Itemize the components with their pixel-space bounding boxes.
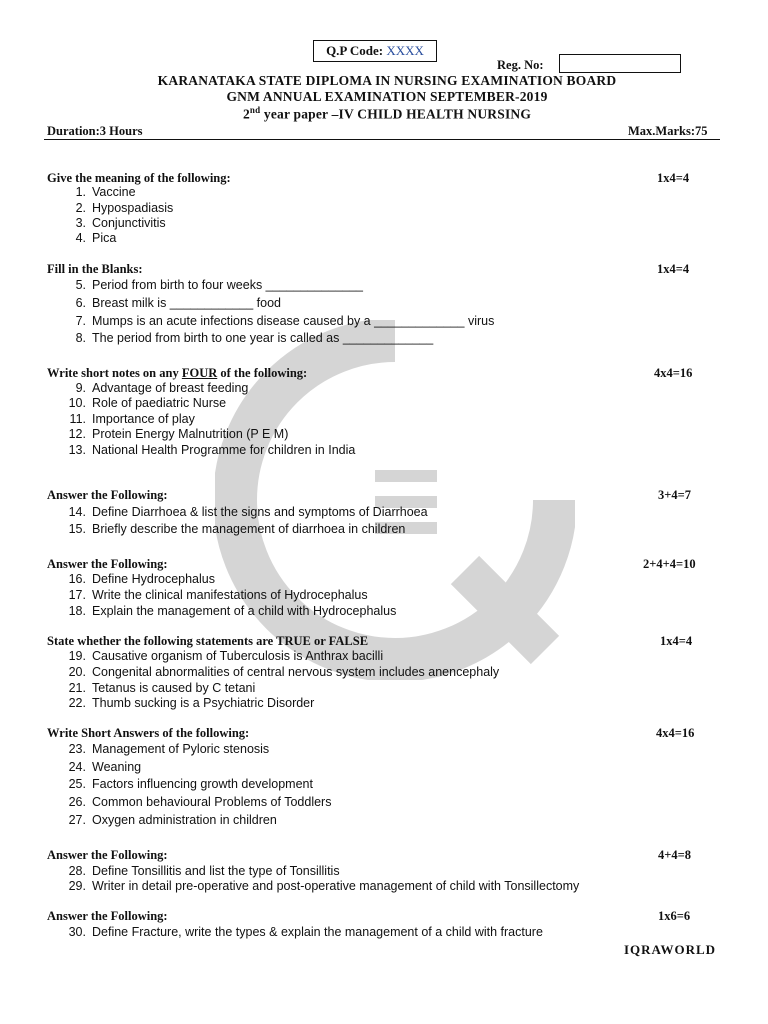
reg-no-field[interactable] (559, 54, 681, 73)
question-item: 25. Factors influencing growth development (68, 777, 313, 791)
question-item: 18. Explain the management of a child with Hydrocephalus (68, 604, 397, 618)
section-marks: 3+4=7 (658, 488, 691, 502)
question-item: 22. Thumb sucking is a Psychiatric Disorder (68, 696, 315, 710)
question-item: 23. Management of Pyloric stenosis (68, 742, 270, 756)
section-title: Fill in the Blanks: (47, 262, 143, 276)
question-item: 17. Write the clinical manifestations of Hydrocephalus (68, 588, 368, 602)
question-item: 9. Advantage of breast feeding (75, 381, 249, 395)
section-title: Write Short Answers of the following: (47, 726, 250, 740)
section-marks: 1x4=4 (657, 171, 690, 185)
question-item: 6. Breast milk is ____________ food (75, 296, 282, 310)
section-title: Answer the Following: (47, 848, 168, 862)
question-item: 3. Conjunctivitis (75, 216, 166, 230)
section-marks: 1x4=4 (657, 262, 690, 276)
qp-code-label: Q.P Code: (326, 43, 384, 58)
question-item: 24. Weaning (68, 760, 142, 774)
question-item: 1. Vaccine (75, 185, 136, 199)
header-divider (44, 139, 720, 140)
section-title: Answer the Following: (47, 909, 168, 923)
question-item: 30. Define Fracture, write the types & explain the management of a child with fracture (68, 925, 543, 939)
max-marks: Max.Marks:75 (628, 124, 708, 138)
question-item: 12. Protein Energy Malnutrition (P E M) (68, 427, 289, 441)
question-item: 28. Define Tonsillitis and list the type of Tonsillitis (68, 864, 340, 878)
question-item: 7. Mumps is an acute infections disease caused by a _____________ virus (75, 314, 495, 328)
section-title: Write short notes on any FOUR of the following: (47, 366, 308, 380)
question-item: 26. Common behavioural Problems of Toddlers (68, 795, 332, 809)
question-item: 16. Define Hydrocephalus (68, 572, 215, 586)
section-title: State whether the following statements are TRUE or FALSE (47, 634, 369, 648)
section-title: Give the meaning of the following: (47, 171, 231, 185)
question-item: 10. Role of paediatric Nurse (68, 396, 227, 410)
question-item: 2. Hypospadiasis (75, 201, 174, 215)
paper-title: 2nd year paper –IV CHILD HEALTH NURSING (242, 105, 532, 122)
footer-brand: IQRAWORLD (624, 942, 717, 957)
question-item: 27. Oxygen administration in children (68, 813, 277, 827)
section-marks: 1x6=6 (658, 909, 691, 923)
question-item: 13. National Health Programme for children in India (68, 443, 356, 457)
question-item: 20. Congenital abnormalities of central nervous system includes anencephaly (68, 665, 500, 679)
section-title: Answer the Following: (47, 557, 168, 571)
section-marks: 2+4+4=10 (643, 557, 696, 571)
qp-code-value: XXXX (386, 43, 424, 58)
question-item: 15. Briefly describe the management of diarrhoea in children (68, 522, 406, 536)
question-item: 4. Pica (75, 231, 117, 245)
qp-code-box (313, 40, 437, 62)
question-item: 5. Period from birth to four weeks ______________ (75, 278, 364, 292)
question-item: 29. Writer in detail pre-operative and post-operative management of child with Tonsillectomy (68, 879, 580, 893)
reg-no-label: Reg. No: (497, 58, 544, 72)
exam-title: GNM ANNUAL EXAMINATION SEPTEMBER-2019 (226, 89, 548, 104)
question-item: 11. Importance of play (69, 412, 195, 426)
question-item: 21. Tetanus is caused by C tetani (68, 681, 256, 695)
section-marks: 4x4=16 (654, 366, 693, 380)
section-marks: 4x4=16 (656, 726, 695, 740)
section-title: Answer the Following: (47, 488, 168, 502)
section-marks: 4+4=8 (658, 848, 691, 862)
board-title: KARANATAKA STATE DIPLOMA IN NURSING EXAMINATION BOARD (157, 73, 617, 88)
question-item: 8. The period from birth to one year is called as _____________ (75, 331, 434, 345)
question-item: 19. Causative organism of Tuberculosis is Anthrax bacilli (68, 649, 384, 663)
section-marks: 1x4=4 (660, 634, 693, 648)
question-item: 14. Define Diarrhoea & list the signs and symptoms of Diarrhoea (68, 505, 428, 519)
duration: Duration:3 Hours (47, 124, 143, 138)
